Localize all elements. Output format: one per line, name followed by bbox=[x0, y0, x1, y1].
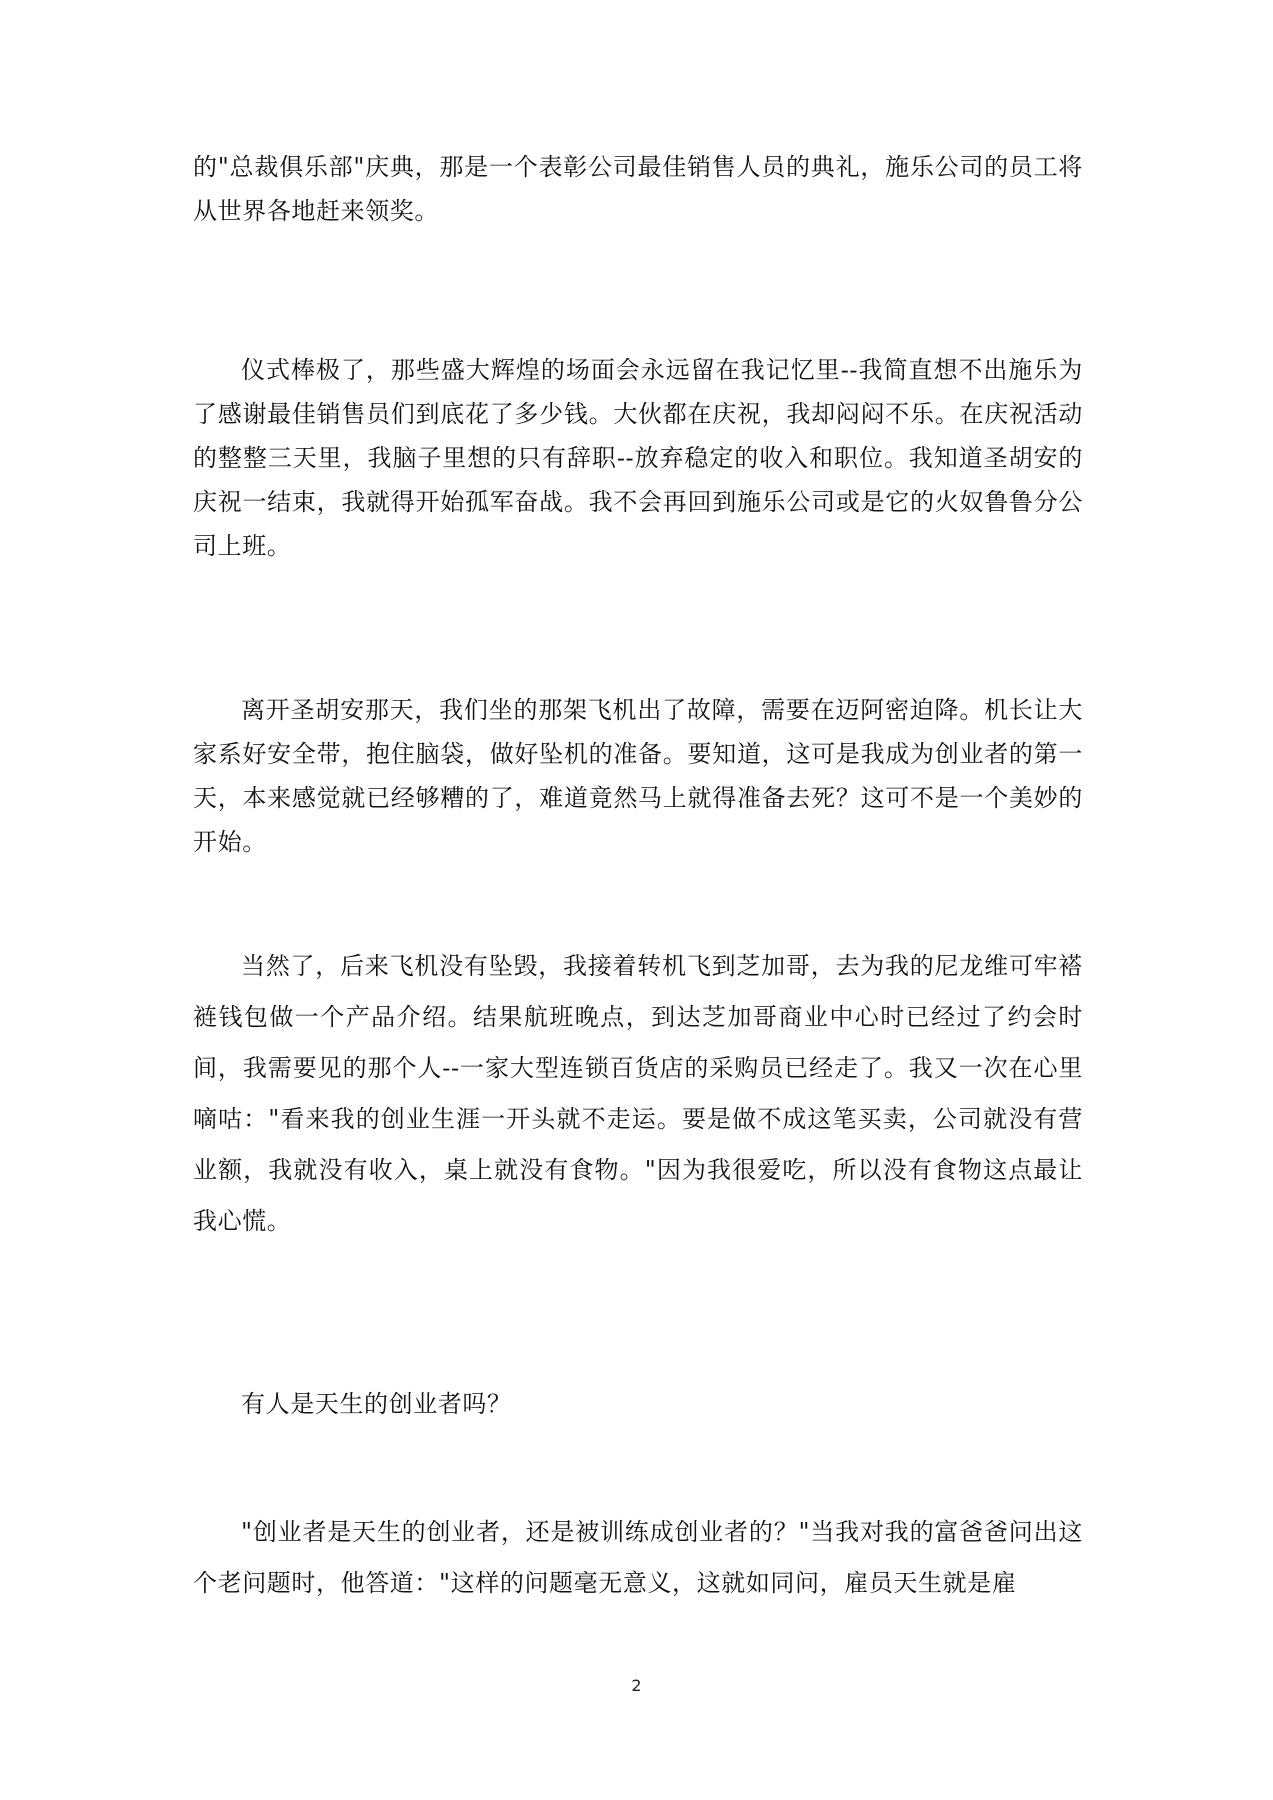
paragraph-4: 当然了，后来飞机没有坠毁，我接着转机飞到芝加哥，去为我的尼龙维可牢褡裢钱包做一个产品介绍。结果航班晚点，到达芝加哥商业中心时已经过了约会时间，我需要见的那个人--一家大型连锁百货店的采购员已经走了。我又一次在心里嘀咕："看来我的创业生涯一开头就不走运。要是做不成这笔买卖，公司就没有营业额，我就没有收入，桌上就没有食物。"因为我很爱吃，所以没有食物这点最让我心慌。 bbox=[193, 952, 1083, 1235]
page-number: 2 bbox=[631, 1676, 642, 1695]
paragraph-2: 仪式棒极了，那些盛大辉煌的场面会永远留在我记忆里--我简直想不出施乐为了感谢最佳销售员们到底花了多少钱。大伙都在庆祝，我却闷闷不乐。在庆祝活动的整整三天里，我脑子里想的只有辞职--放弃稳定的收入和职位。我知道圣胡安的庆祝一结束，我就得开始孤军奋战。我不会再回到施乐公司或是它的火奴鲁鲁分公司上班。 bbox=[193, 356, 1083, 560]
section-heading: 有人是天生的创业者吗？ bbox=[241, 1390, 512, 1418]
paragraph-5: "创业者是天生的创业者，还是被训练成创业者的？"当我对我的富爸爸问出这个老问题时，他答道："这样的问题毫无意义，这就如同问，雇员天生就是雇 bbox=[193, 1518, 1083, 1597]
paragraph-1: 的"总裁俱乐部"庆典，那是一个表彰公司最佳销售人员的典礼，施乐公司的员工将从世界各地赶来领奖。 bbox=[193, 153, 1083, 225]
paragraph-3: 离开圣胡安那天，我们坐的那架飞机出了故障，需要在迈阿密迫降。机长让大家系好安全带，抱住脑袋，做好坠机的准备。要知道，这可是我成为创业者的第一天，本来感觉就已经够糟的了，难道竟然马上就得准备去死？这可不是一个美妙的开始。 bbox=[193, 696, 1083, 856]
